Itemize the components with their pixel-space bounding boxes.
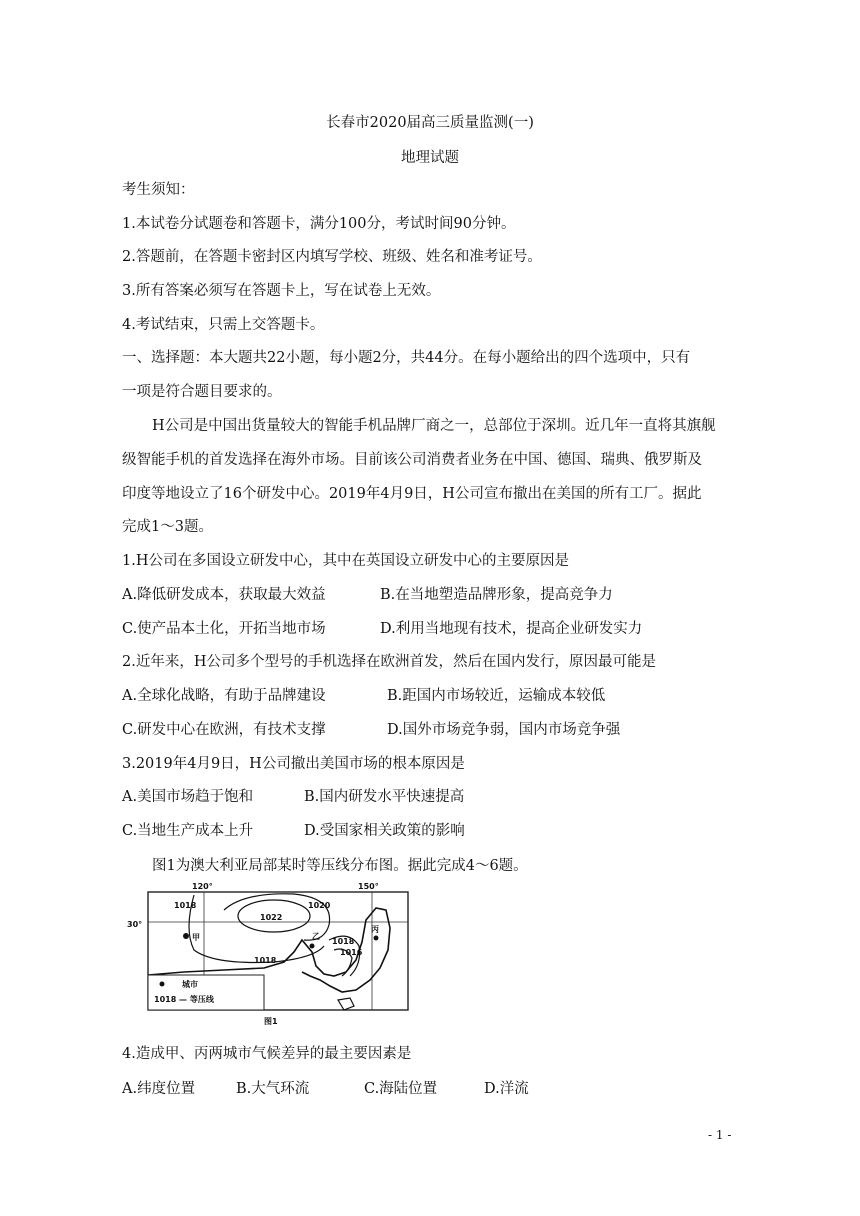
- passage1-line-3: 印度等地设立了16个研发中心。2019年4月9日，H公司宣布撤出在美国的所有工厂。据此: [122, 486, 702, 502]
- city-label-bing: 丙: [371, 925, 379, 934]
- question-2-option-a: A.全球化战略，有助于品牌建设: [122, 688, 326, 704]
- isobar-label: 1022: [260, 913, 283, 922]
- notice-item-4: 4.考试结束，只需上交答题卡。: [122, 317, 325, 333]
- question-4-option-a: A.纬度位置: [122, 1081, 196, 1097]
- passage2: 图1为澳大利亚局部某时等压线分布图。据此完成4～6题。: [152, 858, 528, 874]
- passage1-line-4: 完成1～3题。: [122, 519, 213, 535]
- question-4-option-c: C.海陆位置: [364, 1081, 438, 1097]
- passage1-line-2: 级智能手机的首发选择在海外市场。目前该公司消费者业务在中国、德国、瑞典、俄罗斯及: [122, 452, 702, 468]
- notice-item-1: 1.本试卷分试题卷和答题卡，满分100分，考试时间90分钟。: [122, 216, 516, 232]
- question-3-option-b: B.国内研发水平快速提高: [304, 789, 465, 805]
- passage1-line-1: H公司是中国出货量较大的智能手机品牌厂商之一，总部位于深圳。近几年一直将其旗舰: [152, 418, 716, 434]
- page-number: - 1 -: [708, 1128, 732, 1142]
- question-3-option-d: D.受国家相关政策的影响: [304, 823, 465, 839]
- question-4-option-d: D.洋流: [484, 1081, 529, 1097]
- question-1-option-a: A.降低研发成本，获取最大效益: [122, 587, 326, 603]
- lat-label-30: 30°: [127, 920, 143, 929]
- notice-heading: 考生须知：: [122, 182, 195, 198]
- page-title: 长春市2020届高三质量监测(一): [326, 115, 534, 131]
- question-1-option-b: B.在当地塑造品牌形象，提高竞争力: [380, 587, 613, 603]
- question-2-option-c: C.研发中心在欧洲，有技术支撑: [122, 722, 326, 738]
- city-dot-yi: [310, 944, 315, 949]
- isobar-label: 1018: [254, 956, 277, 965]
- question-3-option-c: C.当地生产成本上升: [122, 823, 254, 839]
- question-3-stem: 3.2019年4月9日，H公司撤出美国市场的根本原因是: [122, 756, 465, 772]
- question-1-option-c: C.使产品本土化，开拓当地市场: [122, 621, 326, 637]
- question-4-option-b: B.大气环流: [236, 1081, 310, 1097]
- isobar-label: 1018: [174, 901, 197, 910]
- isobar-label: 1020: [308, 901, 331, 910]
- legend-isobar-label: 1018 — 等压线: [154, 995, 214, 1004]
- question-2-stem: 2.近年来，H公司多个型号的手机选择在欧洲首发，然后在国内发行，原因最可能是: [122, 654, 656, 670]
- figure-caption: 图1: [264, 1017, 278, 1026]
- isobar-label: 1016: [340, 948, 363, 957]
- notice-item-2: 2.答题前，在答题卡密封区内填写学校、班级、姓名和准考证号。: [122, 249, 542, 265]
- question-4-stem: 4.造成甲、丙两城市气候差异的最主要因素是: [122, 1046, 412, 1062]
- notice-item-3: 3.所有答案必须写在答题卡上，写在试卷上无效。: [122, 283, 441, 299]
- city-dot-jia: [183, 933, 189, 939]
- city-dot-bing: [374, 936, 379, 941]
- question-1-stem: 1.H公司在多国设立研发中心，其中在英国设立研发中心的主要原因是: [122, 553, 569, 569]
- page-subtitle: 地理试题: [401, 150, 459, 166]
- isobar-label: 1018: [332, 937, 355, 946]
- city-label-jia: 甲: [192, 933, 200, 942]
- section-instruction-1: 一、选择题：本大题共22小题，每小题2分，共44分。在每小题给出的四个选项中，只有: [122, 350, 691, 366]
- section-instruction-2: 一项是符合题目要求的。: [122, 384, 282, 400]
- figure-1-isobar-map: [124, 880, 410, 1026]
- question-3-option-a: A.美国市场趋于饱和: [122, 789, 254, 805]
- lon-label-150: 150°: [358, 882, 379, 891]
- lon-label-120: 120°: [192, 882, 213, 891]
- city-label-yi: 乙: [312, 932, 320, 941]
- legend-city-dot: [160, 982, 165, 987]
- question-1-option-d: D.利用当地现有技术，提高企业研发实力: [380, 621, 643, 637]
- question-2-option-b: B.距国内市场较近，运输成本较低: [387, 688, 606, 704]
- legend-city-label: 城市: [182, 980, 198, 989]
- question-2-option-d: D.国外市场竞争弱，国内市场竞争强: [387, 722, 621, 738]
